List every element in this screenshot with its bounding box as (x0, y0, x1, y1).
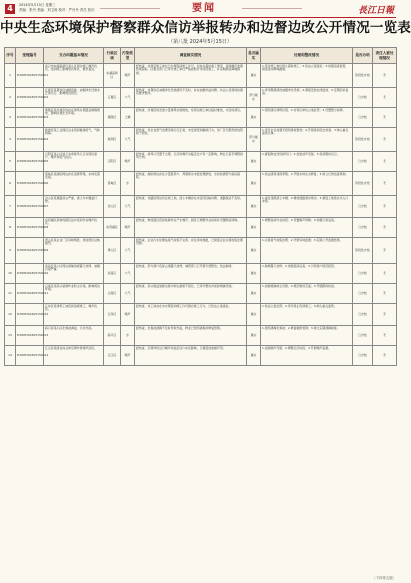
table-row (5, 128, 397, 152)
handling-text: 1.加装隔声设施；2.调整运行时段；3.开展噪声复测。 (261, 346, 353, 366)
row-number: 4 (5, 128, 16, 152)
penalty-status: 无 (373, 88, 397, 108)
column-header: 是否属实 (247, 48, 261, 64)
completion-status: 已办结 (353, 304, 373, 326)
row-number: 13 (5, 326, 16, 346)
page-number: 4 (5, 4, 15, 14)
table-body (5, 64, 397, 366)
pollution-type: 噪声 (121, 152, 135, 172)
completion-status: 已办结 (353, 346, 373, 366)
issue-text: 武昌区某小区周边商铺违规露天烧烤，油烟污染严重。 (44, 264, 104, 284)
finding-text: 经核查，码头散货装卸过程中抑尘措施不到位，已责令整改并加装喷淋设施。 (135, 284, 247, 304)
issue-text: 汉阳区某小区地下车库排风口正对居民窗户，噪声和废气扰民。 (44, 152, 104, 172)
finding-text: 经核查，该项目施工单位已办理夜间施工许可，但存在超时施工情况，现场噪声监测结果超标。区相关部门已责令施工单位严格按照许可时段施工，并采取隔音降噪措施。 (135, 64, 247, 88)
completion-status: 阶段性办结 (353, 172, 373, 196)
completion-status: 已办结 (353, 326, 373, 346)
issue-text: 青山区某企业厂区异味明显，周边居民反映强烈。 (44, 238, 104, 264)
completion-status: 已办结 (353, 264, 373, 284)
row-number: 12 (5, 304, 16, 326)
row-number: 7 (5, 196, 16, 218)
completion-status: 阶段性办结 (353, 64, 373, 88)
penalty-status: 无 (373, 284, 397, 304)
penalty-status: 无 (373, 264, 397, 284)
issue-text: 江岸区某建筑工地夜间违规施工，噪声扰民。 (44, 304, 104, 326)
finding-text: 经核查，物流园区夜间装卸作业产生噪声，园区已调整作业时间并设置隔音屏障。 (135, 218, 247, 238)
handling-text: 1.责令企业加强无组织排放管控；2.开展夜间突击检查；3.纳入重点监管名单。 (261, 128, 353, 152)
verified-status: 属实 (247, 304, 261, 326)
case-code: D3WH202405150011 (16, 284, 44, 304)
table-row (5, 152, 397, 172)
handling-text: 1.完善臭气收集处理；2.开展异味监测；3.定期公开监测结果。 (261, 238, 353, 264)
verified-status: 属实 (247, 326, 261, 346)
row-number: 9 (5, 238, 16, 264)
district: 蔡甸区 (104, 172, 121, 196)
finding-text: 经核查，该路段周边有在建工地，渣土车辆存在未密闭运输问题，道路保洁不及时。 (135, 196, 247, 218)
row-number: 1 (5, 64, 16, 88)
district: 硚口区 (104, 326, 121, 346)
case-code: D3WH202405150003 (16, 108, 44, 128)
table-row (5, 196, 397, 218)
case-code: D3WH202405150007 (16, 196, 44, 218)
column-header: 责任人被处理情况 (373, 48, 397, 64)
handling-text: 1.取缔露天烧烤；2.加强夜间巡查；3.引导商户规范经营。 (261, 264, 353, 284)
completion-status: 已办结 (353, 196, 373, 218)
column-header: 交办问题基本情况 (44, 48, 104, 64)
table-row (5, 284, 397, 304)
pollution-type: 水 (121, 172, 135, 196)
issue-text: 东西湖区某物流园区货车夜间作业噪声扰民。 (44, 218, 104, 238)
handling-text: 1.依法清退违规养殖；2.开展水体生态修复；3.建立长效巡查机制。 (261, 172, 353, 196)
penalty-status: 无 (373, 108, 397, 128)
handling-text: 1.依法立案处罚；2.责令停止夜间施工；3.纳入重点监管。 (261, 304, 353, 326)
district: 江夏区 (104, 88, 121, 108)
case-code: D3WH202405150013 (16, 326, 44, 346)
district: 武昌区 (104, 264, 121, 284)
completion-status: 已办结 (353, 284, 373, 304)
completion-status: 阶段性办结 (353, 128, 373, 152)
handling-text: 1.加装喷淋抑尘设施；2.规范堆场苫盖；3.开展跟踪检查。 (261, 284, 353, 304)
handling-text: 1.组织清掏化粪池；2.修复破损管网；3.建立定期清掏制度。 (261, 326, 353, 346)
handling-text: 1.查处违规渣土车辆；2.增加道路洒水频次；3.督促工地落实出入口冲洗。 (261, 196, 353, 218)
pollution-type: 噪声 (121, 218, 135, 238)
table-row (5, 264, 397, 284)
penalty-status: 无 (373, 238, 397, 264)
table-row (5, 304, 397, 326)
pollution-type: 大气 (121, 196, 135, 218)
pollution-type: 大气 (121, 284, 135, 304)
penalty-status: 无 (373, 152, 397, 172)
finding-text: 经核查，化粪池清掏不及时导致外溢，物业已组织清掏并修复管网。 (135, 326, 247, 346)
district: 汉南区 (104, 284, 121, 304)
case-code: D3WH202405150006 (16, 172, 44, 196)
row-number: 10 (5, 264, 16, 284)
completion-status: 已办结 (353, 88, 373, 108)
pollution-type: 大气 (121, 238, 135, 264)
section-divider-right (242, 8, 302, 9)
verified-status: 属实 (247, 196, 261, 218)
penalty-status: 无 (373, 128, 397, 152)
penalty-status: 无 (373, 172, 397, 196)
case-code: D3WH202405150001 (16, 64, 44, 88)
continuation-note: （下转第五版） (372, 576, 396, 580)
verified-status: 属实 (247, 218, 261, 238)
verified-status: 部分属实 (247, 88, 261, 108)
row-number: 3 (5, 108, 16, 128)
penalty-status: 无 (373, 196, 397, 218)
finding-text: 经核查，部分商户夜间占道露天烧烤，城管部门已开展专项整治，依法取缔。 (135, 264, 247, 284)
case-code: D3WH202405150009 (16, 238, 44, 264)
section-title: 要闻 (192, 3, 216, 14)
completion-status: 阶段性办结 (353, 238, 373, 264)
pollution-type: 大气 (121, 88, 135, 108)
handling-text: 1.调整夜间作业时段；2.设置隔声屏障；3.加强日常巡查。 (261, 218, 353, 238)
district: 江汉区 (104, 346, 121, 366)
finding-text: 经核查，该企业废气治理设施运行正常，未发现夜间偷排行为，但厂区无组织排放管控不到位。 (135, 128, 247, 152)
issue-text: 新洲区某工业园区企业夜间偷排废气，气味刺鼻。 (44, 128, 104, 152)
verified-status: 属实 (247, 284, 261, 304)
district: 黄陂区 (104, 108, 121, 128)
page-headline: 中央生态环境保护督察群众信访举报转办和边督边改公开情况一览表 (0, 20, 411, 36)
column-header: 处理和整改情况 (261, 48, 353, 64)
issue-text: 汉南区某码头装卸作业粉尘污染，影响周边环境。 (44, 284, 104, 304)
finding-text: 经核查，河道沿线发现少量建筑垃圾堆放，系周边施工单位临时堆放，未及时清运。 (135, 108, 247, 128)
row-number: 8 (5, 218, 16, 238)
case-code: D3WH202405150004 (16, 128, 44, 152)
table-row (5, 218, 397, 238)
handling-text: 1.督促物业改造排风口；2.加装消声设备；3.夜间限时运行。 (261, 152, 353, 172)
verified-status: 属实 (247, 238, 261, 264)
verified-status: 属实 (247, 172, 261, 196)
district: 青山区 (104, 238, 121, 264)
row-number: 14 (5, 346, 16, 366)
verified-status: 属实 (247, 64, 261, 88)
penalty-status: 无 (373, 218, 397, 238)
pollution-type: 噪声 (121, 64, 135, 88)
penalty-status: 无 (373, 326, 397, 346)
pollution-type: 大气 (121, 128, 135, 152)
finding-text: 经核查，该工地存在未办理夜间施工许可擅自施工行为，已依法立案查处。 (135, 304, 247, 326)
pollution-type: 大气 (121, 264, 135, 284)
district: 东湖高新区 (104, 64, 121, 88)
verified-status: 部分属实 (247, 128, 261, 152)
penalty-status: 无 (373, 346, 397, 366)
penalty-status: 无 (373, 304, 397, 326)
district: 东西湖区 (104, 218, 121, 238)
finding-text: 经核查，企业污水处理站臭气收集不完善，存在异味逸散，已督促企业完善收集处理设施。 (135, 238, 247, 264)
table-header-row (5, 48, 397, 64)
verified-status: 属实 (247, 108, 261, 128)
case-code: D3WH202405150012 (16, 304, 44, 326)
completion-status: 已办结 (353, 108, 373, 128)
table-row (5, 326, 397, 346)
column-header: 序号 (5, 48, 16, 64)
table-row (5, 108, 397, 128)
district: 洪山区 (104, 196, 121, 218)
table-row (5, 172, 397, 196)
finding-text: 经核查，排风口设置不合理，运行时噪声对临近住户有一定影响，物业已着手调整排风方向。 (135, 152, 247, 172)
column-header: 受理编号 (16, 48, 44, 64)
column-header: 污染类型 (121, 48, 135, 64)
handling-text: 1.组织清运建筑垃圾；2.对责任单位立案处罚；3.设置警示标牌。 (261, 108, 353, 128)
finding-text: 经核查，该餐饮店油烟净化设施清洗不及时，存在油烟外溢问题，执法人员现场检测后要求整改。 (135, 88, 247, 108)
pollution-type: 水 (121, 326, 135, 346)
handling-text: 1.责令施工单位停止超时施工；2.依法立案查处；3.加强巡查监管，督促落实降噪措施。 (261, 64, 353, 88)
completion-status: 已办结 (353, 218, 373, 238)
table-row (5, 346, 397, 366)
penalty-status: 无 (373, 64, 397, 88)
column-header: 调查核实情况 (135, 48, 247, 64)
issue-text: 硚口区某小区化粪池满溢，污水外流。 (44, 326, 104, 346)
case-code: D3WH202405150002 (16, 88, 44, 108)
case-code: D3WH202405150014 (16, 346, 44, 366)
case-code: D3WH202405150005 (16, 152, 44, 172)
pollution-type: 噪声 (121, 304, 135, 326)
district: 新洲区 (104, 128, 121, 152)
case-code: D3WH202405150008 (16, 218, 44, 238)
district: 汉阳区 (104, 152, 121, 172)
issue-text: 蔡甸区某湖泊周边存在违规养殖，水体发黑发臭。 (44, 172, 104, 196)
complaints-table (4, 47, 397, 366)
case-code: D3WH202405150010 (16, 264, 44, 284)
newspaper-logo: 長江日報 (357, 6, 394, 16)
column-header: 行政区域 (104, 48, 121, 64)
pollution-type: 土壤 (121, 108, 135, 128)
pollution-type: 噪声 (121, 346, 135, 366)
issue-text: 武汉市东湖高新区某小区周边施工噪声扰民，夜间施工影响居民休息，要求查处。 (44, 64, 104, 88)
handling-text: 1.责令限期清洗油烟净化设施；2.督促安装在线监控；3.定期回访复查。 (261, 88, 353, 108)
page-subheadline: （第八批 2024年5月15日） (168, 39, 232, 45)
issue-text: 江汉区某商业综合体空调外机噪声扰民。 (44, 346, 104, 366)
verified-status: 属实 (247, 152, 261, 172)
row-number: 2 (5, 88, 16, 108)
district: 江岸区 (104, 304, 121, 326)
verified-status: 属实 (247, 264, 261, 284)
issue-text: 江夏区某餐饮店油烟直排，油烟净化设施未正常运行，影响周边居民。 (44, 88, 104, 108)
table-row (5, 64, 397, 88)
verified-status: 属实 (247, 346, 261, 366)
column-header: 是否办结 (353, 48, 373, 64)
row-number: 6 (5, 172, 16, 196)
masthead (4, 3, 396, 16)
masthead-rule (4, 17, 396, 18)
table-row (5, 88, 397, 108)
masthead-meta (19, 3, 95, 12)
section-divider-left (100, 8, 160, 9)
row-number: 5 (5, 152, 16, 172)
completion-status: 已办结 (353, 152, 373, 172)
finding-text: 经核查，湖泊周边存在少量散养户，养殖尾水未经处理排放，水质检测部分指标超标。 (135, 172, 247, 196)
issue-text: 洪山区某道路扬尘严重，渣土车未覆盖行驶。 (44, 196, 104, 218)
masthead-editors: 责编：张丹 美编：刘卫涛 校对：严丹丹 责任 张庆 (19, 7, 95, 12)
table-row (5, 238, 397, 264)
issue-text: 黄陂区某河道沿线存在建筑垃圾随意倾倒现象，影响河道生态环境。 (44, 108, 104, 128)
masthead-date: 2024年5月15日 星期三 (19, 3, 56, 7)
finding-text: 经核查，空调外机运行噪声对临近住户存在影响，已督促加装隔声罩。 (135, 346, 247, 366)
row-number: 11 (5, 284, 16, 304)
